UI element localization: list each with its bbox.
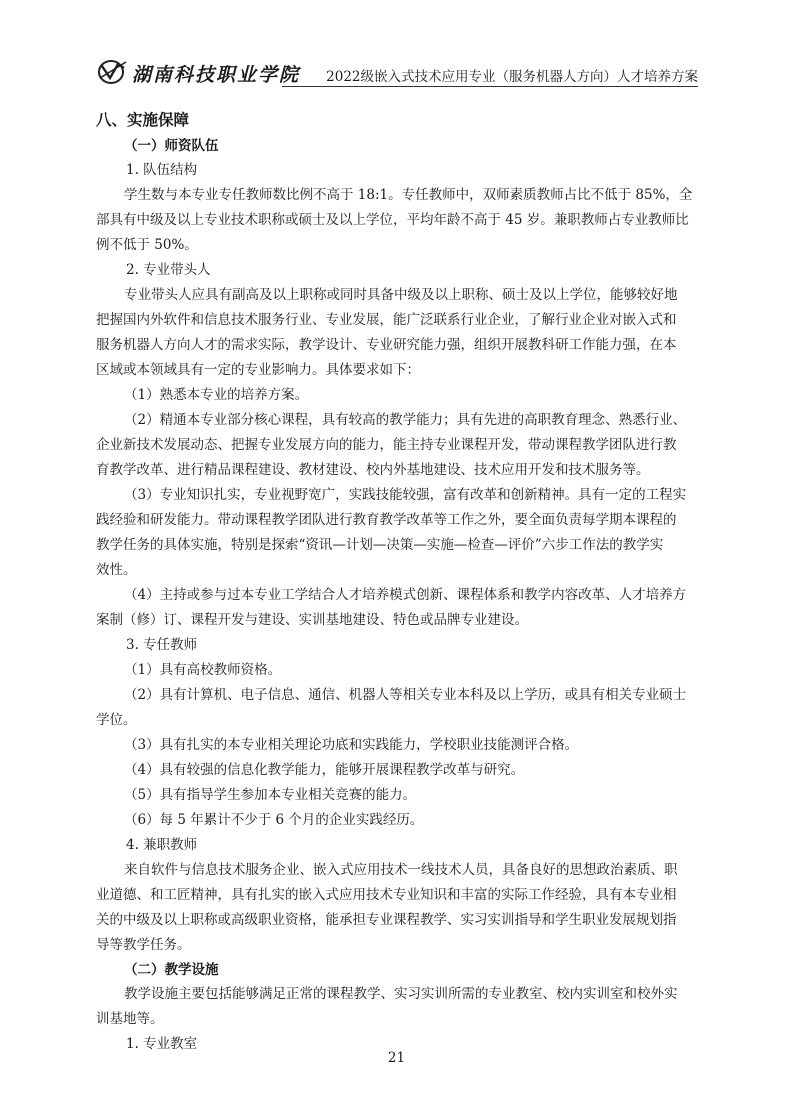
requirement-item — [96, 758, 698, 783]
subsection-heading-facilities: （二）教学设施 — [124, 962, 219, 978]
item-heading-team-structure: 1. 队伍结构 — [126, 162, 198, 178]
text-line: （5）具有指导学生参加本专业相关竞赛的能力。 — [124, 787, 417, 803]
text-line: 部具有中级及以上专业技术职称或硕士及以上学位，平均年龄不高于 45 岁。兼职教师占专业教师比 — [96, 212, 689, 228]
text-line: （6）每 5 年累计不少于 6 个月的企业实践经历。 — [124, 812, 424, 828]
text-line: （1）熟悉本专业的培养方案。 — [124, 387, 309, 403]
paragraph — [96, 982, 698, 1032]
requirement-item — [96, 683, 698, 733]
text-line: 来自软件与信息技术服务企业、嵌入式应用技术一线技术人员，具备良好的思想政治素质、职 — [124, 862, 678, 878]
text-line: 业道德、和工匠精神，具有扎实的嵌入式应用技术专业知识和丰富的实际工作经验，具有本专业相 — [96, 887, 677, 903]
text-line: 践经验和研发能力。带动课程教学团队进行教育教学改革等工作之外，要全面负责每学期本课程的 — [96, 512, 677, 528]
requirement-item — [96, 658, 698, 683]
paragraph — [96, 858, 698, 958]
paragraph — [96, 183, 698, 258]
page-number: 21 — [387, 1050, 406, 1066]
requirement-item — [96, 483, 698, 583]
item-heading-fulltime-teachers: 3. 专任教师 — [126, 637, 198, 653]
school-logo-icon — [96, 58, 130, 86]
text-line: 例不低于 50%。 — [96, 237, 198, 253]
paragraph — [96, 283, 698, 383]
item-heading-parttime-teachers: 4. 兼职教师 — [126, 837, 198, 853]
text-line: 育教学改革、进行精品课程建设、教材建设、校内外基地建设、技术应用开发和技术服务等。 — [96, 462, 650, 478]
text-line: 把握国内外软件和信息技术服务行业、专业发展，能广泛联系行业企业，了解行业企业对嵌入式和 — [96, 312, 677, 328]
text-line: 训基地等。 — [96, 1011, 164, 1027]
page-header — [96, 56, 698, 90]
text-line: （2）精通本专业部分核心课程，具有较高的教学能力；具有先进的高职教育理念、熟悉行业、 — [124, 412, 687, 428]
subsection-heading-faculty: （一）师资队伍 — [124, 138, 219, 154]
text-line: （4）主持或参与过本专业工学结合人才培养模式创新、课程体系和教学内容改革、人才培养方 — [124, 587, 687, 603]
text-line: （2）具有计算机、电子信息、通信、机器人等相关专业本科及以上学历，或具有相关专业硕士 — [124, 687, 687, 703]
requirement-item — [96, 383, 698, 408]
text-line: 企业新技术发展动态、把握专业发展方向的能力，能主持专业课程开发，带动课程教学团队进行教 — [96, 437, 677, 453]
text-line: 学生数与本专业专任教师数比例不高于 18:1。专任教师中，双师素质教师占比不低于 85%，全 — [124, 187, 693, 203]
document-title: 2022级嵌入式技术应用专业（服务机器人方向）人才培养方案 — [326, 69, 698, 85]
item-heading-classrooms: 1. 专业教室 — [126, 1036, 198, 1052]
item-heading-program-leader: 2. 专业带头人 — [126, 262, 211, 278]
text-line: 学位。 — [96, 712, 137, 728]
requirement-item — [96, 733, 698, 758]
requirement-item — [96, 808, 698, 833]
text-line: （3）具有扎实的本专业相关理论功底和实践能力，学校职业技能测评合格。 — [124, 737, 579, 753]
text-line: 导等教学任务。 — [96, 937, 191, 953]
section-heading: 八、实施保障 — [96, 111, 190, 129]
page-content — [96, 106, 698, 1057]
text-line: 效性。 — [96, 562, 137, 578]
requirement-item — [96, 583, 698, 633]
text-line: （3）专业知识扎实，专业视野宽广，实践技能较强，富有改革和创新精神。具有一定的工程实 — [124, 487, 687, 503]
text-line: 教学任务的具体实施，特别是探索“资讯—计划—决策—实施—检查—评价”六步工作法的教学实 — [96, 537, 664, 553]
text-line: 教学设施主要包括能够满足正常的课程教学、实习实训所需的专业教室、校内实训室和校外实 — [124, 986, 678, 1002]
text-line: 区域或本领域具有一定的专业影响力。具体要求如下： — [96, 362, 420, 378]
requirement-item — [96, 783, 698, 808]
school-name: 湖南科技职业学院 — [132, 64, 301, 86]
text-line: 服务机器人方向人才的需求实际，教学设计、专业研究能力强，组织开展教科研工作能力强，在本 — [96, 337, 677, 353]
text-line: （1）具有高校教师资格。 — [124, 662, 282, 678]
header-divider — [282, 86, 698, 87]
text-line: 专业带头人应具有副高及以上职称或同时具备中级及以上职称、硕士及以上学位，能够较好地 — [124, 287, 678, 303]
text-line: 关的中级及以上职称或高级职业资格，能承担专业课程教学、实习实训指导和学生职业发展规划指 — [96, 912, 677, 928]
text-line: （4）具有较强的信息化教学能力，能够开展课程教学改革与研究。 — [124, 762, 525, 778]
requirement-item — [96, 408, 698, 483]
text-line: 案制（修）订、课程开发与建设、实训基地建设、特色或品牌专业建设。 — [96, 612, 528, 628]
